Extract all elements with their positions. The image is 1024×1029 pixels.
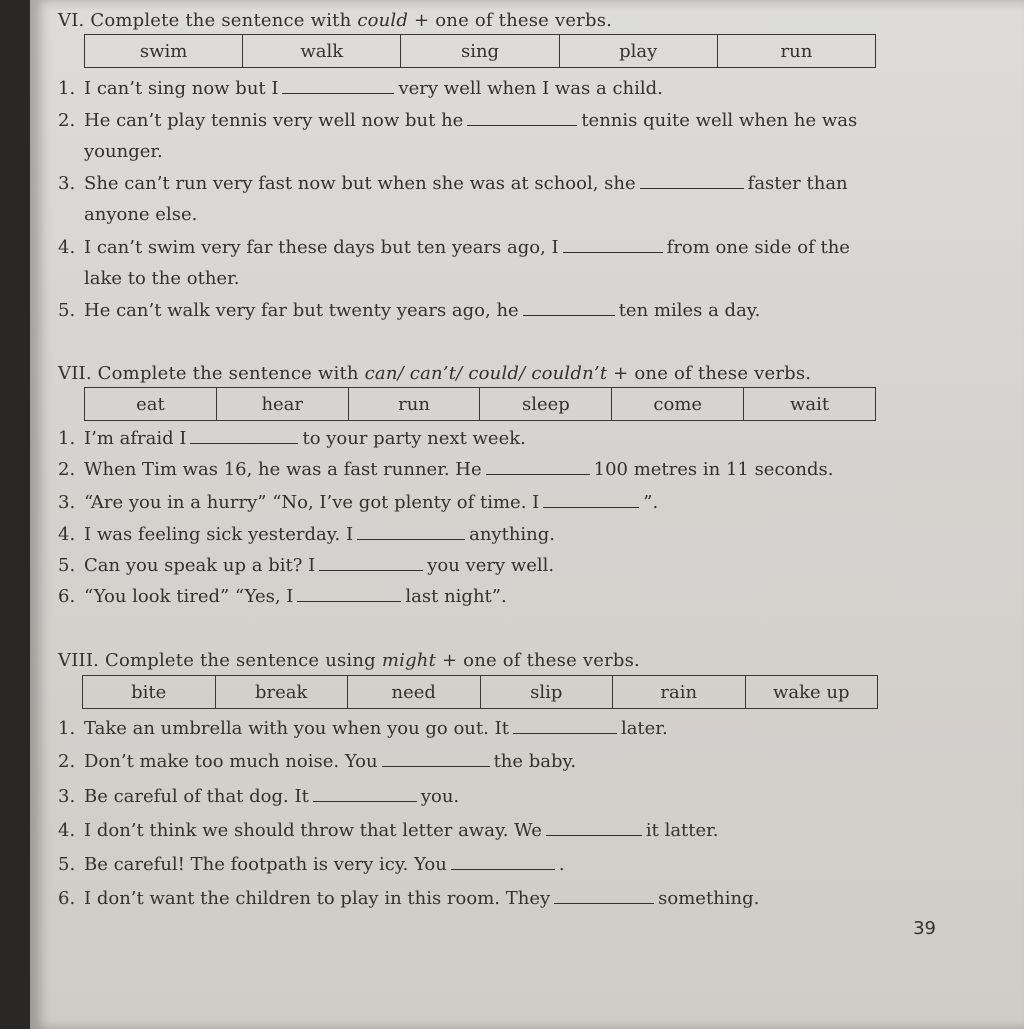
answer-blank[interactable] <box>640 174 744 189</box>
answer-blank[interactable] <box>543 493 639 508</box>
verb-cell: eat <box>85 388 217 420</box>
exercise-item: 1. I’m afraid I to your party next week. <box>58 428 526 449</box>
verb-cell: play <box>560 35 718 67</box>
exercise-item: 6. “You look tired” “Yes, I last night”. <box>58 586 507 607</box>
exercise-item: 5. He can’t walk very far but twenty years ago, he ten miles a day. <box>58 300 761 321</box>
verb-cell: wake up <box>772 681 850 703</box>
answer-blank[interactable] <box>190 429 298 444</box>
answer-blank[interactable] <box>297 587 401 602</box>
worksheet-page <box>30 0 1024 1029</box>
exercise-item: 5. Can you speak up a bit? I you very well. <box>58 555 555 576</box>
exercise-item: 2. When Tim was 16, he was a fast runner. He 100 metres in 11 seconds. <box>58 459 834 480</box>
verb-cell: sleep <box>480 388 612 420</box>
exercise-item: 6. I don’t want the children to play in this room. They something. <box>58 888 760 909</box>
answer-blank[interactable] <box>313 787 417 802</box>
verb-cell: wait <box>789 393 830 415</box>
exercise-item: 3. Be careful of that dog. It you. <box>58 786 460 807</box>
section-8-title: VIII. Complete the sentence using might + one of these verbs. <box>58 650 640 671</box>
exercise-item: 4. I don’t think we should throw that letter away. We it latter. <box>58 820 719 841</box>
verb-cell: swim <box>85 35 243 67</box>
section-7-verb-table <box>84 387 876 421</box>
verb-cell: run <box>349 388 481 420</box>
answer-blank[interactable] <box>486 460 590 475</box>
exercise-item: 4. I can’t swim very far these days but ten years ago, I from one side of the <box>58 237 850 258</box>
exercise-item: 1. I can’t sing now but I very well when I was a child. <box>58 78 663 99</box>
verb-cell: rain <box>613 676 746 708</box>
exercise-item: 4. I was feeling sick yesterday. I anything. <box>58 524 556 545</box>
verb-cell: walk <box>243 35 401 67</box>
exercise-item: 2. Don’t make too much noise. You the baby. <box>58 751 577 772</box>
exercise-item-continued: anyone else. <box>84 204 198 225</box>
exercise-item-continued: lake to the other. <box>84 268 240 289</box>
verb-cell: run <box>780 40 813 62</box>
exercise-item: 3. “Are you in a hurry” “No, I’ve got plenty of time. I ”. <box>58 492 659 513</box>
page-number: 39 <box>913 918 936 939</box>
answer-blank[interactable] <box>382 752 490 767</box>
exercise-item: 5. Be careful! The footpath is very icy. You . <box>58 854 565 875</box>
answer-blank[interactable] <box>451 855 555 870</box>
answer-blank[interactable] <box>282 79 394 94</box>
answer-blank[interactable] <box>554 889 654 904</box>
answer-blank[interactable] <box>513 719 617 734</box>
section-6-title: VI. Complete the sentence with could + one of these verbs. <box>58 10 613 31</box>
verb-cell: slip <box>481 676 614 708</box>
verb-cell: hear <box>217 388 349 420</box>
answer-blank[interactable] <box>319 556 423 571</box>
verb-cell: bite <box>83 676 216 708</box>
verb-cell: need <box>348 676 481 708</box>
exercise-item: 1. Take an umbrella with you when you go out. It later. <box>58 718 668 739</box>
exercise-item: 3. She can’t run very fast now but when she was at school, she faster than <box>58 173 848 194</box>
section-6-verb-table <box>84 34 876 68</box>
verb-cell: sing <box>401 35 559 67</box>
answer-blank[interactable] <box>467 111 577 126</box>
verb-cell: come <box>612 388 744 420</box>
verb-cell: break <box>216 676 349 708</box>
answer-blank[interactable] <box>523 301 615 316</box>
exercise-item: 2. He can’t play tennis very well now but he tennis quite well when he was <box>58 110 858 131</box>
exercise-item-continued: younger. <box>84 141 163 162</box>
answer-blank[interactable] <box>357 525 465 540</box>
section-7-title: VII. Complete the sentence with can/ can’t/ could/ couldn’t + one of these verbs. <box>58 363 812 384</box>
section-8-verb-table <box>82 675 878 709</box>
answer-blank[interactable] <box>546 821 642 836</box>
answer-blank[interactable] <box>563 238 663 253</box>
